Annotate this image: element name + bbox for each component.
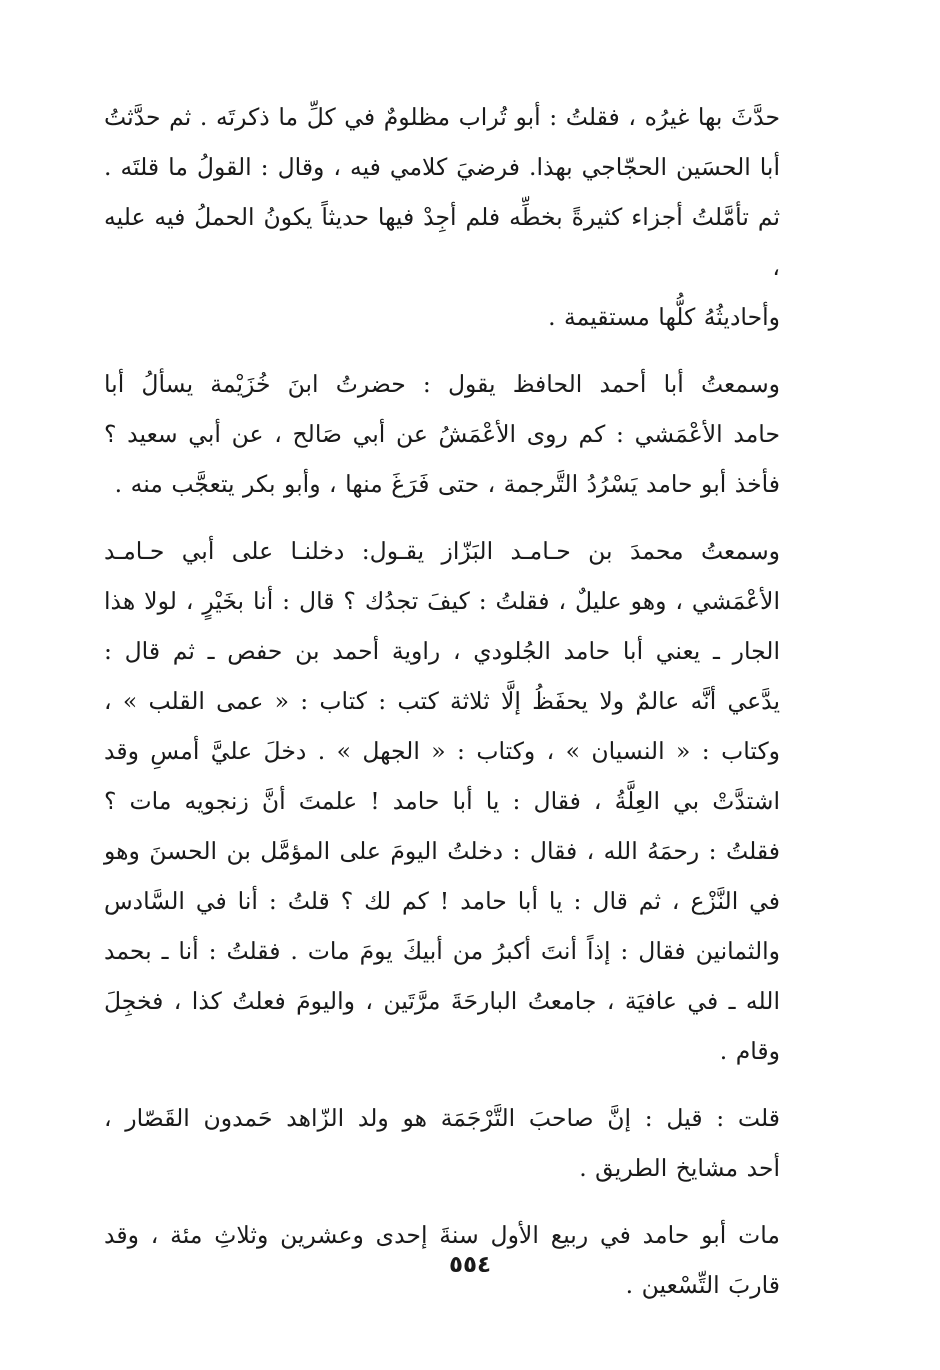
paragraph-3 <box>104 526 780 1076</box>
text-line: أحد مشايخ الطريق . <box>579 1154 780 1182</box>
text-line: وسمعتُ أبا أحمد الحافظ يقول : حضرتُ ابنَ خُزَيْمة يسألُ أبا <box>104 370 780 398</box>
text-line: وقام . <box>719 1037 780 1065</box>
text-line: الجار ـ يعني أبا حامد الجُلودي ، راوية أحمد بن حفص ـ ثم قال : <box>104 637 780 665</box>
text-line: وكتاب : « النسيان » ، وكتاب : « الجهل » . دخلَ عليَّ أمسِ وقد <box>104 737 780 765</box>
text-line: الأعْمَشي ، وهو عليلٌ ، فقلتُ : كيفَ تجدُك ؟ قال : أنا بخَيْرٍ ، لولا هذا <box>104 587 780 615</box>
text-line: وأحاديثُهُ كلُّها مستقيمة . <box>548 303 780 331</box>
paragraph-1 <box>104 92 780 342</box>
text-line: وسمعتُ محمدَ بن حـامـد البَزّاز يقـول: دخلنـا على أبي حـامـد <box>104 537 780 565</box>
text-line: اشتدَّتْ بي العِلَّةُ ، فقال : يا أبا حامد ! علمتَ أنَّ زنجويه مات ؟ <box>104 787 780 815</box>
text-line: فقلتُ : رحمَهُ الله ، فقال : دخلتُ اليومَ على المؤمَّل بن الحسنَ وهو <box>104 837 780 865</box>
text-line: في النَّزْع ، ثم قال : يا أبا حامد ! كم لك ؟ قلتُ : أنا في السَّادس <box>104 887 780 915</box>
text-line: والثمانين فقال : إذاً أنتَ أكبرُ من أبيكَ يومَ مات . فقلتُ : أنا ـ بحمد <box>104 937 780 965</box>
page-number: ٥٥٤ <box>448 1252 492 1278</box>
text-line: ثم تأمَّلتُ أجزاء كثيرةً بخطِّه فلم أجِدْ فيها حديثاً يكونُ الحملُ فيه عليه ، <box>104 203 780 281</box>
text-line: يدَّعي أنَّه عالمٌ ولا يحفَظُ إلَّا ثلاثة كتب : كتاب : « عمى القلب » ، <box>104 687 780 715</box>
text-line: أبا الحسَين الحجّاجي بهذا. فرضيَ كلامي فيه ، وقال : القولُ ما قلتَه . <box>104 153 780 181</box>
page-body <box>104 92 780 1327</box>
text-line: الله ـ في عافيَة ، جامعتُ البارحَةَ مرَّتَين ، واليومَ فعلتُ كذا ، فخجِلَ <box>104 987 780 1015</box>
text-line: مات أبو حامد في ربيع الأول سنةَ إحدى وعشرين وثلاثِ مئة ، وقد <box>104 1221 780 1249</box>
text-line: قلت : قيل : إنَّ صاحبَ التَّرْجَمَة هو ولد الزّاهد حَمدون القَصّار ، <box>104 1104 780 1132</box>
text-line: فأخذ أبو حامد يَسْرُدُ التَّرجمة ، حتى فَرَغَ منها ، وأبو بكر يتعجَّب منه . <box>114 470 780 498</box>
text-line: قاربَ التِّسْعين . <box>625 1271 780 1299</box>
text-line: حامد الأعْمَشي : كم روى الأعْمَشُ عن أبي صَالح ، عن أبي سعيد ؟ <box>104 420 780 448</box>
paragraph-4 <box>104 1093 780 1193</box>
paragraph-2 <box>104 359 780 509</box>
text-line: حدَّثَ بها غيرُه ، فقلتُ : أبو تُراب مظلومٌ في كلِّ ما ذكرتَه . ثم حدَّثتُ <box>104 103 780 131</box>
